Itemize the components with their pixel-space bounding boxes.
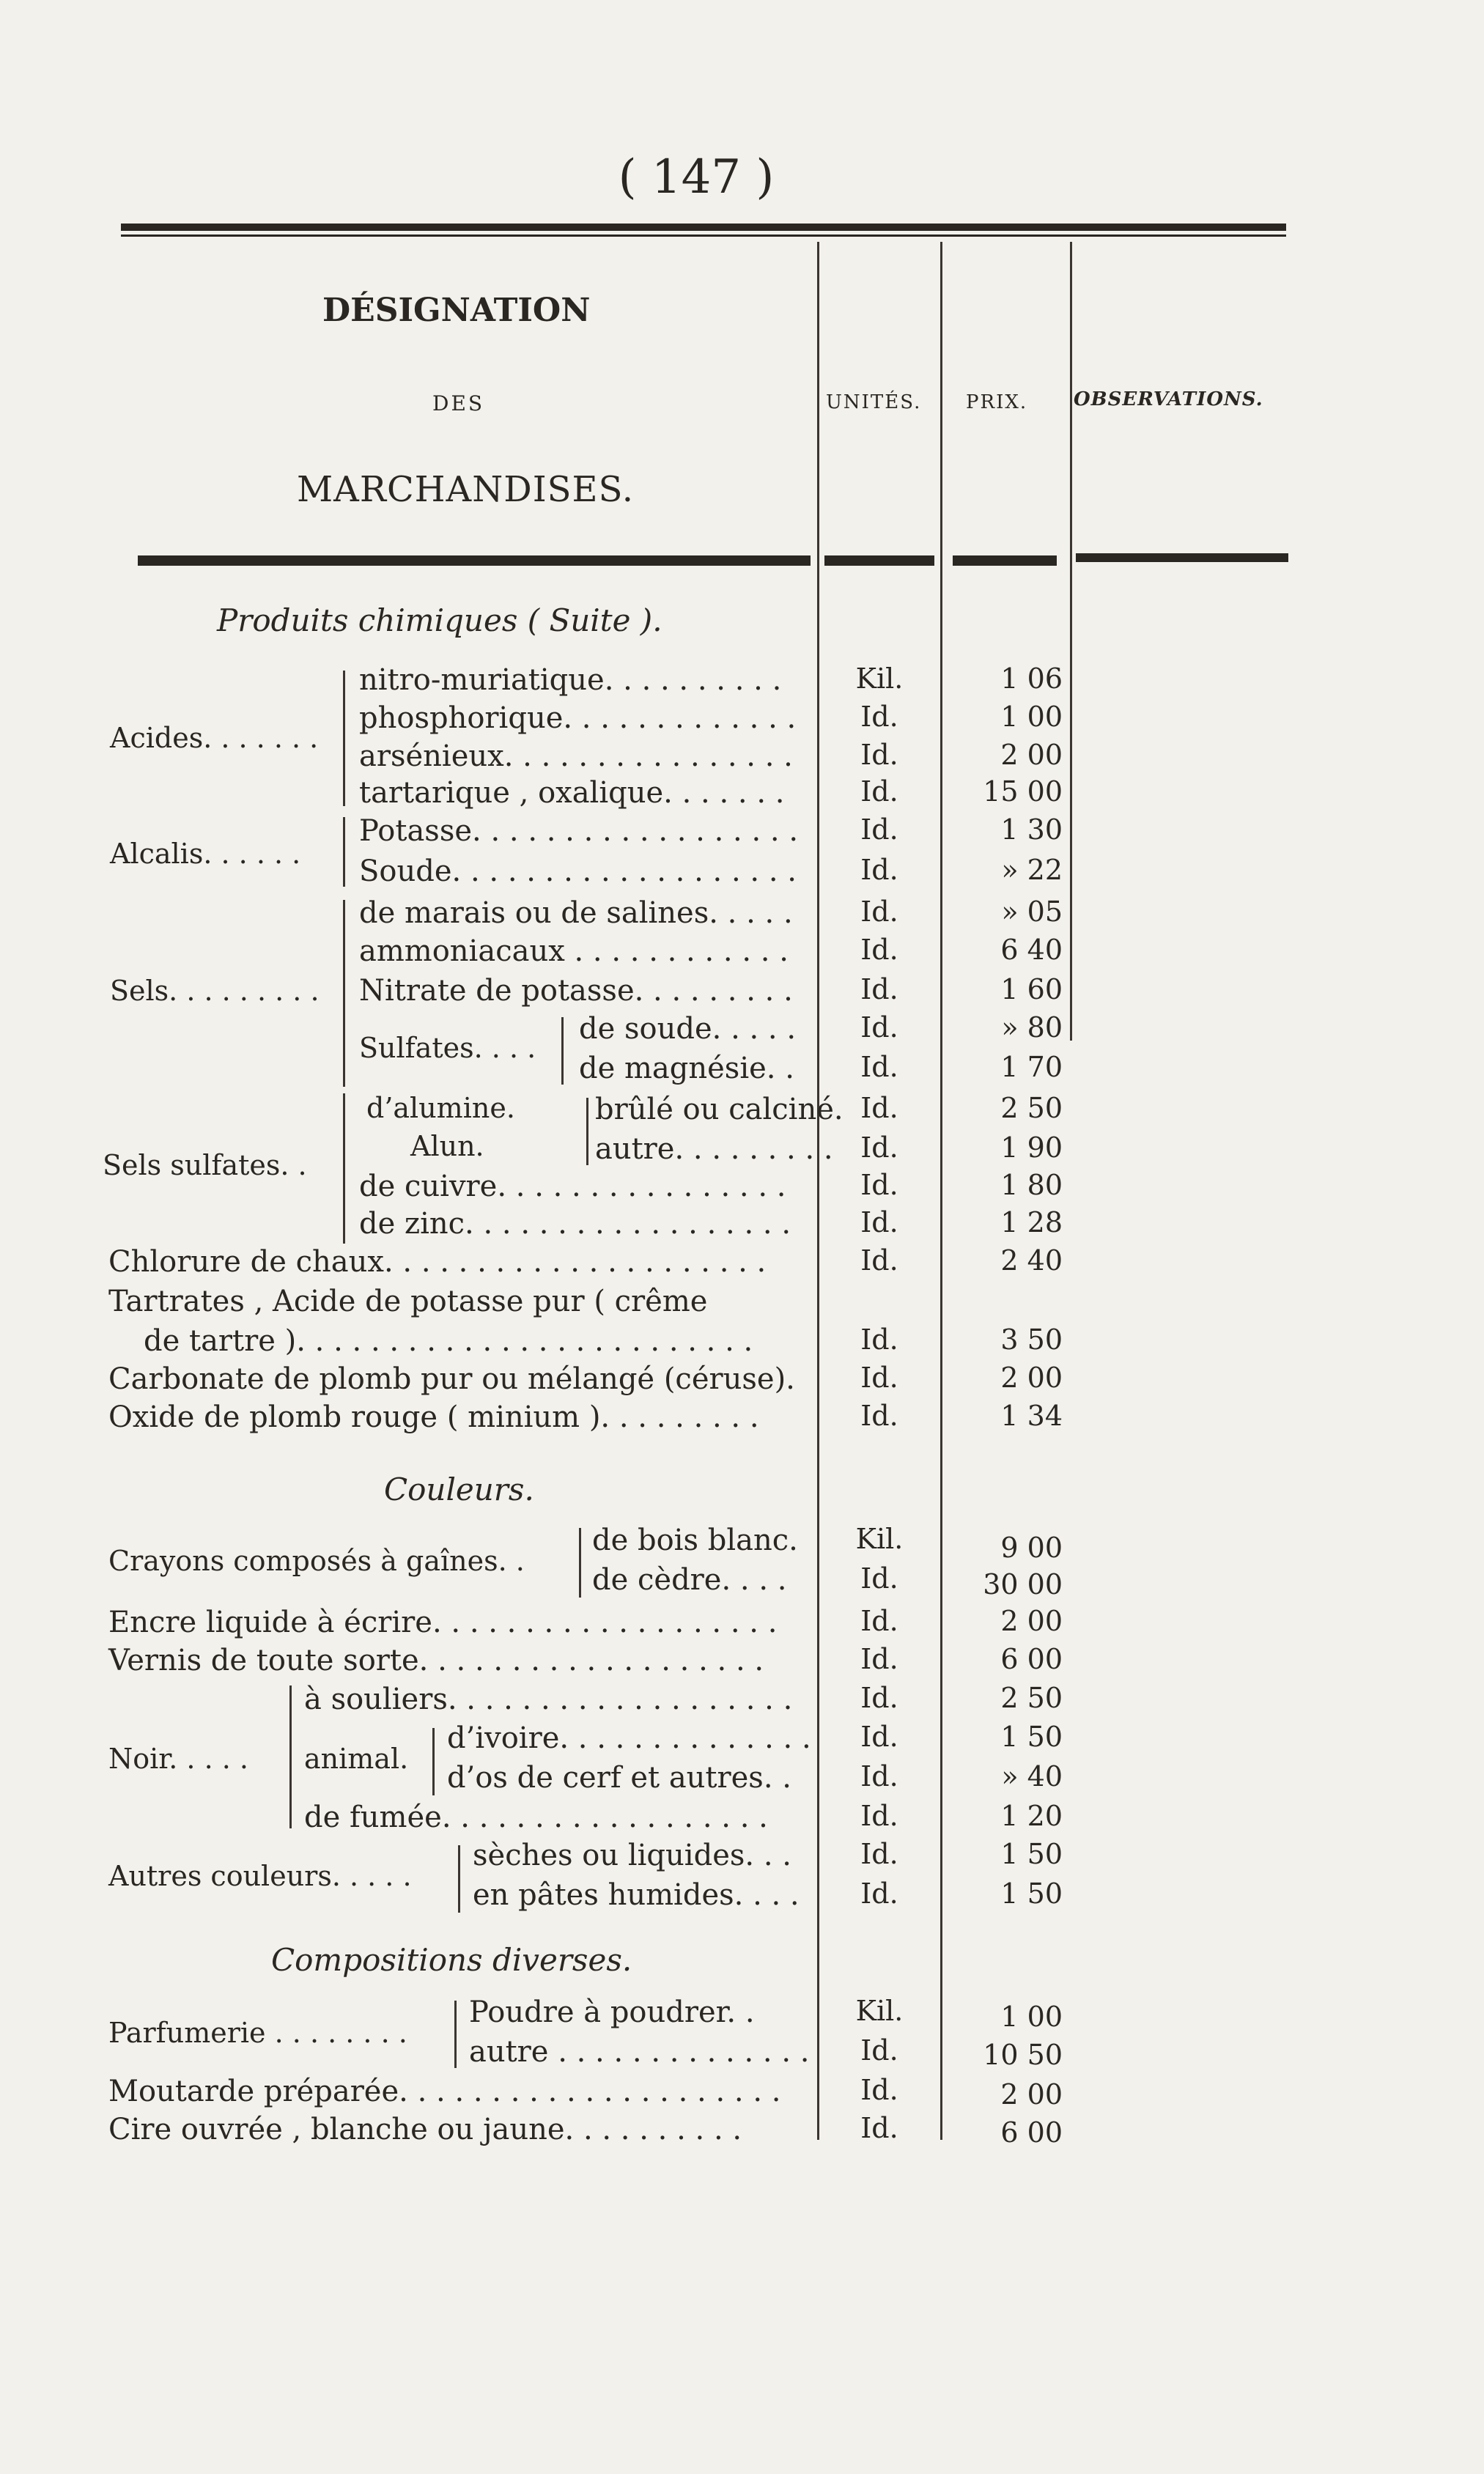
row-price: 1 00: [1000, 2001, 1063, 2033]
row-unit: Id.: [860, 813, 898, 846]
row-price: 1 30: [1000, 813, 1063, 846]
row-price: 6 00: [1000, 2116, 1063, 2149]
row-unit: Id.: [860, 1169, 898, 1201]
row-text: tartarique , oxalique. . . . . . .: [359, 776, 785, 810]
row-unit: Id.: [860, 739, 898, 771]
header-unites: UNITÉS.: [826, 391, 922, 413]
row-text: brûlé ou calciné.: [595, 1093, 843, 1126]
brace-crayons: [579, 1528, 586, 1598]
row-unit: Id.: [860, 1206, 898, 1238]
row-unit: Id.: [860, 2034, 898, 2067]
row-unit: Id.: [860, 1011, 898, 1044]
row-text: à souliers. . . . . . . . . . . . . . . . . . .: [304, 1683, 793, 1716]
row-unit: Id.: [860, 2112, 898, 2144]
row-price: 1 34: [1000, 1400, 1063, 1432]
header-rule-designation: [138, 555, 811, 566]
header-observations: OBSERVATIONS.: [1074, 388, 1263, 410]
row-text: autre. . . . . . . . .: [595, 1132, 833, 1166]
row-unit: Id.: [860, 1131, 898, 1164]
group-acides: Acides. . . . . . .: [110, 722, 319, 754]
row-price: 2 50: [1000, 1682, 1063, 1714]
row-text: en pâtes humides. . . .: [473, 1878, 800, 1912]
header-prix: PRIX.: [966, 391, 1028, 413]
row-price: 6 40: [1000, 934, 1063, 966]
column-divider-1: [817, 242, 819, 2140]
group-sels-sulfates: Sels sulfates. .: [103, 1149, 307, 1181]
brace-autres-couleurs: [458, 1845, 465, 1913]
row-price: 2 50: [1000, 1092, 1063, 1124]
row-unit: Id.: [860, 701, 898, 733]
row-text: Encre liquide à écrire. . . . . . . . . . . . . . . . . . .: [108, 1606, 778, 1639]
group-alun: Alun.: [410, 1130, 484, 1162]
row-unit: Id.: [860, 854, 898, 886]
row-unit: Id.: [860, 1800, 898, 1832]
row-price: 2 00: [1000, 2078, 1063, 2111]
page-number: ( 147 ): [618, 150, 775, 204]
row-text: Vernis de toute sorte. . . . . . . . . . . . . . . . . . .: [108, 1644, 764, 1677]
row-text: de cuivre. . . . . . . . . . . . . . . .: [359, 1170, 786, 1203]
row-text: Poudre à poudrer. .: [469, 1995, 755, 2029]
row-text: phosphorique. . . . . . . . . . . . .: [359, 701, 797, 735]
row-price: 1 50: [1000, 1838, 1063, 1870]
row-price: 10 50: [983, 2039, 1063, 2071]
row-text: d’os de cerf et autres. .: [447, 1761, 791, 1795]
row-text: arsénieux. . . . . . . . . . . . . . . .: [359, 739, 793, 773]
row-price: 1 90: [1000, 1131, 1063, 1164]
section-couleurs: Couleurs.: [384, 1472, 534, 1507]
row-price: 1 80: [1000, 1169, 1063, 1201]
row-price: 2 00: [1000, 1362, 1063, 1394]
header-rule-unites: [824, 555, 934, 566]
row-text: ammoniacaux . . . . . . . . . . . .: [359, 934, 789, 968]
row-text: Potasse. . . . . . . . . . . . . . . . . .: [359, 814, 799, 848]
row-text: autre . . . . . . . . . . . . . .: [469, 2035, 810, 2069]
row-unit: Id.: [860, 1877, 898, 1910]
row-price: 2 00: [1000, 1605, 1063, 1637]
row-unit: Id.: [860, 1605, 898, 1637]
row-price: 6 00: [1000, 1643, 1063, 1675]
group-parfumerie: Parfumerie . . . . . . . .: [108, 2017, 407, 2049]
row-text: d’ivoire. . . . . . . . . . . . . .: [447, 1721, 811, 1755]
row-price: 1 28: [1000, 1206, 1063, 1238]
row-text: Tartrates , Acide de potasse pur ( crême: [108, 1285, 708, 1318]
row-price: » 40: [1001, 1760, 1063, 1792]
brace-animal: [432, 1728, 439, 1795]
brace-sels: [343, 900, 350, 1087]
row-unit: Kil.: [855, 1995, 904, 2027]
row-text: sèches ou liquides. . .: [473, 1839, 791, 1872]
group-autres-couleurs: Autres couleurs. . . . .: [108, 1860, 412, 1892]
row-unit: Id.: [860, 1323, 898, 1356]
group-noir: Noir. . . . .: [108, 1743, 248, 1775]
group-animal: animal.: [304, 1743, 409, 1775]
section-compositions-diverses: Compositions diverses.: [271, 1942, 632, 1978]
brace-acides: [343, 671, 350, 806]
header-designation: DÉSIGNATION: [322, 292, 591, 329]
brace-noir: [289, 1685, 296, 1828]
section-produits-chimiques: Produits chimiques ( Suite ).: [217, 602, 662, 638]
row-price: 2 40: [1000, 1244, 1063, 1277]
row-unit: Id.: [860, 1643, 898, 1675]
row-text: Cire ouvrée , blanche ou jaune. . . . . . . . . .: [108, 2113, 742, 2146]
row-unit: Kil.: [855, 662, 904, 695]
row-text: Oxide de plomb rouge ( minium ). . . . . . . . .: [108, 1400, 759, 1434]
row-text: nitro-muriatique. . . . . . . . . .: [359, 663, 782, 697]
row-text: de fumée. . . . . . . . . . . . . . . . . .: [304, 1801, 768, 1834]
row-unit: Id.: [860, 1051, 898, 1083]
row-text: Nitrate de potasse. . . . . . . . .: [359, 974, 793, 1008]
row-text: Carbonate de plomb pur ou mélangé (céruse).: [108, 1362, 795, 1396]
row-price: » 80: [1001, 1011, 1063, 1044]
row-unit: Id.: [860, 775, 898, 808]
group-alumine: d’alumine.: [366, 1092, 515, 1124]
group-alcalis: Alcalis. . . . . .: [110, 838, 301, 870]
row-price: 1 20: [1000, 1800, 1063, 1832]
row-price: » 05: [1001, 896, 1063, 928]
row-price: 3 50: [1000, 1323, 1063, 1356]
row-unit: Id.: [860, 1838, 898, 1870]
row-text: Soude. . . . . . . . . . . . . . . . . . .: [359, 854, 797, 888]
brace-alumine: [586, 1098, 593, 1165]
row-text: Chlorure de chaux. . . . . . . . . . . . . . . . . . . . .: [108, 1245, 767, 1279]
row-price: 1 50: [1000, 1721, 1063, 1753]
row-text: de zinc. . . . . . . . . . . . . . . . . .: [359, 1207, 791, 1241]
row-text: de cèdre. . . .: [592, 1563, 787, 1597]
brace-alcalis: [343, 817, 350, 887]
row-text: de magnésie. .: [579, 1052, 794, 1085]
row-unit: Id.: [860, 1244, 898, 1277]
row-price: 1 60: [1000, 973, 1063, 1005]
row-price: » 22: [1001, 854, 1063, 886]
row-price: 1 06: [1000, 662, 1063, 695]
row-unit: Id.: [860, 1760, 898, 1792]
top-rule-thin: [121, 235, 1286, 237]
group-sels: Sels. . . . . . . . .: [110, 975, 320, 1007]
row-text: de marais ou de salines. . . . .: [359, 896, 793, 930]
row-price: 15 00: [983, 775, 1063, 808]
brace-sulfates: [561, 1017, 568, 1085]
row-unit: Id.: [860, 1362, 898, 1394]
column-divider-3: [1070, 242, 1072, 1041]
row-price: 9 00: [1000, 1532, 1063, 1564]
row-price: 1 70: [1000, 1051, 1063, 1083]
row-price: 2 00: [1000, 739, 1063, 771]
brace-sels-sulfates: [343, 1093, 350, 1244]
row-unit: Id.: [860, 1400, 898, 1432]
row-text: de tartre ). . . . . . . . . . . . . . . . . . . . . . . . .: [144, 1324, 753, 1358]
brace-parfumerie: [454, 2001, 461, 2068]
row-unit: Id.: [860, 896, 898, 928]
row-price: 1 50: [1000, 1877, 1063, 1910]
row-price: 1 00: [1000, 701, 1063, 733]
header-rule-prix: [953, 555, 1057, 566]
header-des: DES: [432, 391, 485, 416]
row-text: de soude. . . . .: [579, 1012, 797, 1046]
group-crayons: Crayons composés à gaînes. .: [108, 1545, 525, 1577]
top-rule: [121, 224, 1286, 231]
row-text: de bois blanc.: [592, 1524, 798, 1557]
header-rule-observations: [1076, 553, 1288, 562]
row-price: 30 00: [983, 1568, 1063, 1600]
group-sulfates: Sulfates. . . .: [359, 1032, 536, 1064]
column-divider-2: [940, 242, 942, 2140]
row-unit: Id.: [860, 973, 898, 1005]
row-unit: Id.: [860, 1092, 898, 1124]
row-text: Moutarde préparée. . . . . . . . . . . . . . . . . . . . .: [108, 2075, 781, 2108]
row-unit: Id.: [860, 1721, 898, 1753]
row-unit: Id.: [860, 1562, 898, 1595]
row-unit: Kil.: [855, 1523, 904, 1555]
row-unit: Id.: [860, 934, 898, 966]
row-unit: Id.: [860, 1682, 898, 1714]
header-marchandises: MARCHANDISES.: [297, 469, 634, 510]
row-unit: Id.: [860, 2074, 898, 2106]
